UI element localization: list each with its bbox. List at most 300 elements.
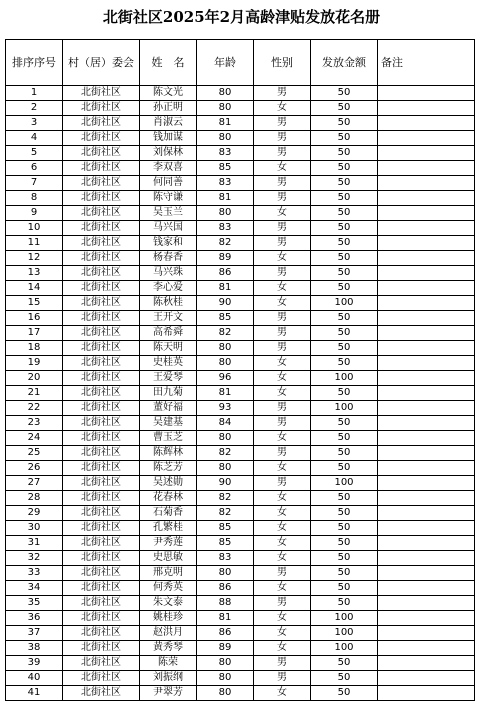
cell-gender: 女 [254,356,311,371]
cell-age: 80 [197,86,254,101]
cell-committee: 北街社区 [63,461,140,476]
cell-age: 80 [197,101,254,116]
cell-remark [378,161,475,176]
cell-committee: 北街社区 [63,431,140,446]
cell-gender: 女 [254,521,311,536]
cell-amount: 50 [311,236,378,251]
cell-gender: 男 [254,266,311,281]
cell-name: 董好福 [140,401,197,416]
table-row [6,326,475,341]
table-row [6,446,475,461]
cell-committee: 北街社区 [63,611,140,626]
cell-name: 黄秀琴 [140,641,197,656]
cell-name: 钱加谋 [140,131,197,146]
cell-age: 82 [197,446,254,461]
cell-seq: 10 [6,221,63,236]
cell-committee: 北街社区 [63,251,140,266]
cell-committee: 北街社区 [63,551,140,566]
cell-age: 96 [197,371,254,386]
cell-remark [378,401,475,416]
cell-amount: 50 [311,566,378,581]
cell-name: 陈辉林 [140,446,197,461]
cell-remark [378,611,475,626]
cell-gender: 女 [254,461,311,476]
cell-age: 85 [197,161,254,176]
cell-name: 花春林 [140,491,197,506]
cell-age: 82 [197,506,254,521]
cell-remark [378,446,475,461]
table-row [6,176,475,191]
cell-gender: 男 [254,671,311,686]
cell-name: 李双喜 [140,161,197,176]
cell-age: 85 [197,311,254,326]
table-row [6,506,475,521]
cell-amount: 50 [311,221,378,236]
cell-seq: 5 [6,146,63,161]
cell-seq: 24 [6,431,63,446]
cell-amount: 50 [311,191,378,206]
cell-amount: 50 [311,251,378,266]
cell-age: 81 [197,281,254,296]
table-row [6,311,475,326]
cell-committee: 北街社区 [63,116,140,131]
cell-amount: 50 [311,446,378,461]
cell-remark [378,461,475,476]
cell-gender: 男 [254,326,311,341]
table-row [6,371,475,386]
cell-name: 朱文泰 [140,596,197,611]
cell-name: 刘振纲 [140,671,197,686]
cell-name: 高希舜 [140,326,197,341]
cell-age: 80 [197,356,254,371]
cell-amount: 50 [311,146,378,161]
cell-amount: 100 [311,476,378,491]
cell-remark [378,326,475,341]
cell-remark [378,536,475,551]
cell-remark [378,641,475,656]
cell-amount: 100 [311,401,378,416]
cell-gender: 男 [254,656,311,671]
header-remark: 备注 [378,40,475,86]
cell-gender: 男 [254,596,311,611]
cell-amount: 50 [311,161,378,176]
cell-remark [378,131,475,146]
cell-gender: 男 [254,446,311,461]
cell-name: 赵洪月 [140,626,197,641]
cell-remark [378,341,475,356]
cell-seq: 4 [6,131,63,146]
cell-remark [378,236,475,251]
table-row [6,251,475,266]
cell-remark [378,251,475,266]
cell-committee: 北街社区 [63,326,140,341]
cell-remark [378,206,475,221]
cell-amount: 50 [311,416,378,431]
cell-amount: 50 [311,131,378,146]
table-row [6,476,475,491]
cell-committee: 北街社区 [63,476,140,491]
cell-age: 86 [197,581,254,596]
cell-name: 王开文 [140,311,197,326]
cell-name: 孔繁桂 [140,521,197,536]
cell-gender: 女 [254,611,311,626]
cell-age: 81 [197,191,254,206]
cell-remark [378,281,475,296]
table-row [6,266,475,281]
cell-age: 80 [197,566,254,581]
table-row [6,626,475,641]
table-row [6,656,475,671]
cell-remark [378,626,475,641]
table-row [6,581,475,596]
cell-name: 陈秋桂 [140,296,197,311]
cell-age: 83 [197,176,254,191]
cell-committee: 北街社区 [63,671,140,686]
cell-amount: 50 [311,101,378,116]
header-committee: 村（居）委会 [63,40,140,86]
cell-committee: 北街社区 [63,401,140,416]
cell-amount: 50 [311,461,378,476]
cell-remark [378,491,475,506]
cell-amount: 50 [311,386,378,401]
cell-amount: 50 [311,686,378,701]
cell-committee: 北街社区 [63,266,140,281]
cell-seq: 33 [6,566,63,581]
cell-seq: 40 [6,671,63,686]
cell-remark [378,596,475,611]
table-row [6,686,475,701]
header-amount: 发放金额 [311,40,378,86]
cell-remark [378,566,475,581]
cell-amount: 50 [311,311,378,326]
cell-committee: 北街社区 [63,506,140,521]
cell-committee: 北街社区 [63,161,140,176]
cell-gender: 男 [254,566,311,581]
cell-gender: 女 [254,551,311,566]
cell-name: 王爱琴 [140,371,197,386]
cell-seq: 41 [6,686,63,701]
cell-seq: 26 [6,461,63,476]
cell-remark [378,191,475,206]
cell-gender: 男 [254,401,311,416]
cell-gender: 女 [254,506,311,521]
cell-seq: 37 [6,626,63,641]
cell-amount: 50 [311,491,378,506]
cell-committee: 北街社区 [63,356,140,371]
cell-committee: 北街社区 [63,146,140,161]
cell-age: 93 [197,401,254,416]
cell-committee: 北街社区 [63,281,140,296]
cell-gender: 女 [254,161,311,176]
table-row [6,281,475,296]
table-row [6,116,475,131]
cell-age: 88 [197,596,254,611]
table-row [6,236,475,251]
cell-gender: 女 [254,281,311,296]
cell-name: 何同善 [140,176,197,191]
cell-amount: 50 [311,341,378,356]
header-name: 姓 名 [140,40,197,86]
cell-committee: 北街社区 [63,101,140,116]
cell-committee: 北街社区 [63,371,140,386]
cell-age: 85 [197,521,254,536]
cell-name: 史桂英 [140,356,197,371]
cell-seq: 13 [6,266,63,281]
cell-name: 吴玉兰 [140,206,197,221]
cell-name: 田九菊 [140,386,197,401]
cell-name: 尹秀莲 [140,536,197,551]
cell-name: 尹翠芳 [140,686,197,701]
cell-committee: 北街社区 [63,416,140,431]
cell-age: 83 [197,221,254,236]
cell-amount: 50 [311,596,378,611]
cell-amount: 50 [311,521,378,536]
cell-seq: 38 [6,641,63,656]
cell-committee: 北街社区 [63,386,140,401]
cell-age: 85 [197,536,254,551]
cell-committee: 北街社区 [63,566,140,581]
cell-name: 邢克明 [140,566,197,581]
table-row [6,386,475,401]
cell-age: 80 [197,206,254,221]
cell-seq: 1 [6,86,63,101]
cell-amount: 50 [311,431,378,446]
cell-gender: 女 [254,431,311,446]
allowance-table [5,39,475,701]
cell-seq: 39 [6,656,63,671]
table-row [6,401,475,416]
cell-age: 90 [197,476,254,491]
cell-age: 81 [197,386,254,401]
table-row [6,131,475,146]
cell-committee: 北街社区 [63,596,140,611]
cell-amount: 50 [311,116,378,131]
cell-seq: 14 [6,281,63,296]
table-row [6,551,475,566]
cell-age: 81 [197,116,254,131]
cell-name: 杨春香 [140,251,197,266]
cell-gender: 男 [254,416,311,431]
cell-remark [378,656,475,671]
cell-gender: 男 [254,236,311,251]
cell-age: 80 [197,656,254,671]
cell-remark [378,476,475,491]
cell-amount: 100 [311,641,378,656]
cell-seq: 9 [6,206,63,221]
cell-name: 刘保林 [140,146,197,161]
table-row [6,221,475,236]
cell-committee: 北街社区 [63,206,140,221]
cell-age: 80 [197,461,254,476]
cell-name: 吴建基 [140,416,197,431]
cell-age: 86 [197,266,254,281]
cell-gender: 女 [254,491,311,506]
table-row [6,296,475,311]
cell-committee: 北街社区 [63,536,140,551]
header-gender: 性别 [254,40,311,86]
cell-seq: 8 [6,191,63,206]
cell-amount: 50 [311,536,378,551]
cell-amount: 50 [311,671,378,686]
cell-seq: 36 [6,611,63,626]
cell-age: 82 [197,326,254,341]
cell-age: 82 [197,236,254,251]
cell-committee: 北街社区 [63,686,140,701]
cell-name: 姚桂珍 [140,611,197,626]
table-row [6,491,475,506]
cell-remark [378,311,475,326]
cell-committee: 北街社区 [63,521,140,536]
cell-amount: 50 [311,206,378,221]
cell-committee: 北街社区 [63,491,140,506]
cell-age: 83 [197,146,254,161]
table-row [6,191,475,206]
cell-gender: 男 [254,176,311,191]
cell-remark [378,551,475,566]
cell-amount: 50 [311,506,378,521]
cell-seq: 17 [6,326,63,341]
header-seq: 排序序号 [6,40,63,86]
cell-remark [378,101,475,116]
cell-amount: 50 [311,581,378,596]
cell-seq: 25 [6,446,63,461]
cell-seq: 30 [6,521,63,536]
cell-remark [378,266,475,281]
cell-remark [378,416,475,431]
cell-amount: 50 [311,176,378,191]
cell-gender: 女 [254,251,311,266]
table-row [6,536,475,551]
cell-gender: 男 [254,146,311,161]
cell-amount: 50 [311,266,378,281]
cell-seq: 35 [6,596,63,611]
cell-committee: 北街社区 [63,656,140,671]
cell-seq: 12 [6,251,63,266]
cell-seq: 18 [6,341,63,356]
cell-remark [378,356,475,371]
table-row [6,416,475,431]
cell-remark [378,506,475,521]
cell-name: 陈守谦 [140,191,197,206]
cell-committee: 北街社区 [63,131,140,146]
cell-gender: 男 [254,311,311,326]
cell-committee: 北街社区 [63,191,140,206]
cell-gender: 女 [254,371,311,386]
cell-age: 89 [197,641,254,656]
cell-committee: 北街社区 [63,311,140,326]
cell-remark [378,221,475,236]
table-row [6,596,475,611]
cell-amount: 50 [311,656,378,671]
cell-name: 李心爱 [140,281,197,296]
cell-age: 83 [197,551,254,566]
cell-age: 80 [197,131,254,146]
cell-gender: 女 [254,206,311,221]
cell-committee: 北街社区 [63,236,140,251]
cell-seq: 2 [6,101,63,116]
cell-age: 90 [197,296,254,311]
cell-gender: 女 [254,296,311,311]
cell-remark [378,86,475,101]
cell-committee: 北街社区 [63,446,140,461]
cell-name: 陈天明 [140,341,197,356]
cell-age: 82 [197,491,254,506]
table-row [6,356,475,371]
cell-committee: 北街社区 [63,641,140,656]
cell-name: 吴述勋 [140,476,197,491]
cell-amount: 50 [311,356,378,371]
cell-gender: 男 [254,476,311,491]
table-row [6,146,475,161]
cell-age: 89 [197,251,254,266]
table-row [6,461,475,476]
cell-remark [378,116,475,131]
cell-seq: 31 [6,536,63,551]
cell-amount: 50 [311,551,378,566]
cell-gender: 男 [254,116,311,131]
cell-name: 钱家和 [140,236,197,251]
cell-seq: 19 [6,356,63,371]
table-row [6,566,475,581]
cell-name: 何秀英 [140,581,197,596]
cell-gender: 女 [254,686,311,701]
cell-committee: 北街社区 [63,86,140,101]
cell-name: 肖淑云 [140,116,197,131]
table-row [6,206,475,221]
cell-amount: 50 [311,281,378,296]
cell-remark [378,371,475,386]
cell-seq: 21 [6,386,63,401]
cell-name: 陈文光 [140,86,197,101]
cell-age: 86 [197,626,254,641]
cell-age: 81 [197,611,254,626]
table-row [6,86,475,101]
cell-name: 曹玉芝 [140,431,197,446]
cell-name: 石菊香 [140,506,197,521]
cell-remark [378,686,475,701]
cell-amount: 100 [311,296,378,311]
cell-gender: 女 [254,386,311,401]
table-header-row [6,40,475,86]
table-row [6,521,475,536]
table-row [6,671,475,686]
cell-remark [378,146,475,161]
table-row [6,611,475,626]
table-row [6,641,475,656]
cell-seq: 23 [6,416,63,431]
cell-name: 陈芝芳 [140,461,197,476]
cell-committee: 北街社区 [63,341,140,356]
cell-seq: 15 [6,296,63,311]
cell-gender: 男 [254,341,311,356]
cell-committee: 北街社区 [63,221,140,236]
cell-gender: 男 [254,221,311,236]
cell-age: 84 [197,416,254,431]
cell-committee: 北街社区 [63,176,140,191]
cell-remark [378,671,475,686]
cell-amount: 100 [311,371,378,386]
cell-seq: 20 [6,371,63,386]
cell-gender: 女 [254,581,311,596]
page-title: 北街社区2025年2月高龄津贴发放花名册 [102,8,381,26]
cell-remark [378,431,475,446]
cell-remark [378,581,475,596]
table-row [6,341,475,356]
table-row [6,101,475,116]
cell-age: 80 [197,341,254,356]
cell-name: 马兴珠 [140,266,197,281]
cell-seq: 32 [6,551,63,566]
